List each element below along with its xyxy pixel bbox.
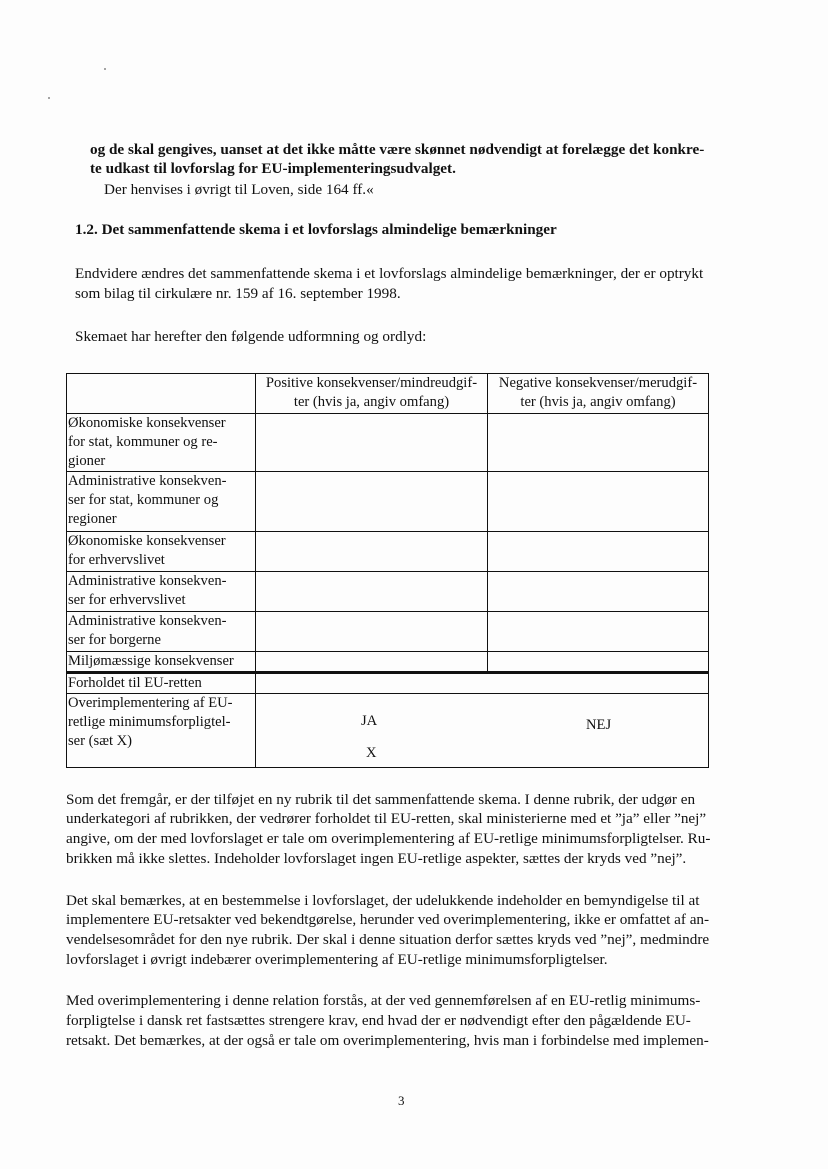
table-cell — [256, 472, 488, 532]
intro-line: te udkast til lovforslag for EU-implementeringsudvalget. — [90, 160, 456, 177]
consequence-table — [66, 373, 709, 768]
ja-nej-cell — [256, 694, 709, 768]
paragraph-line: vendelsesområdet for den nye rubrik. Der skal i denne situation derfor sættes kryds ved ”nej”, medmindre — [66, 931, 710, 948]
row-label-text: Administrative konsekven- — [68, 473, 227, 489]
paragraph-line: Skemaet har herefter den følgende udformning og ordlyd: — [75, 328, 427, 345]
paragraph-line: implementere EU-retsakter ved bekendtgørelse, herunder ved overimplementering, ikke er omfattet af an- — [66, 911, 710, 928]
paragraph-line: retsakt. Det bemærkes, at der også er tale om overimplementering, hvis man i forbindelse med implemen- — [66, 1032, 709, 1049]
table-cell — [256, 612, 488, 652]
page-number: 3 — [398, 1093, 405, 1108]
table-row — [67, 414, 709, 472]
scan-speck — [48, 97, 50, 99]
paragraph-line: angive, om der med lovforslaget er tale om overimplementering af EU-retlige minimumsforpligtelser. Ru- — [66, 830, 711, 847]
paragraph-line: Endvidere ændres det sammenfattende skema i et lovforslags almindelige bemærkninger, der er optrykt — [75, 265, 704, 282]
eu-row — [67, 673, 709, 694]
row-label-text: for stat, kommuner og re- — [68, 434, 218, 450]
row-label-text: gioner — [68, 453, 106, 469]
overimplementation-row — [67, 694, 709, 768]
header-text: Positive konsekvenser/mindreudgif- — [265, 375, 478, 391]
intro-line: og de skal gengives, uanset at det ikke måtte være skønnet nødvendigt at forelægge det konkre- — [90, 141, 705, 158]
row-label-text: Miljømæssige konsekvenser — [68, 653, 234, 669]
row-label-text: ser for borgerne — [68, 632, 161, 648]
row-label — [67, 472, 256, 532]
row-label — [67, 572, 256, 612]
table-cell — [488, 652, 709, 673]
row-label-text: Overimplementering af EU- — [68, 695, 233, 711]
table-header-empty — [67, 374, 256, 414]
nej-label: NEJ — [586, 717, 612, 733]
ja-mark: X — [366, 745, 377, 761]
row-label-text: for erhvervslivet — [68, 552, 165, 568]
row-label-text: Økonomiske konsekvenser — [68, 533, 226, 549]
paragraph-line: underkategori af rubrikken, der vedrører forholdet til EU-retten, skal ministerierne med et ”ja” eller ”nej” — [66, 810, 707, 827]
table-cell — [488, 532, 709, 572]
row-label-text: ser for erhvervslivet — [68, 592, 186, 608]
intro-line: Der henvises i øvrigt til Loven, side 164 ff.« — [104, 181, 374, 198]
table-row — [67, 532, 709, 572]
table-header-negative — [488, 374, 709, 414]
row-label-text: Administrative konsekven- — [68, 613, 227, 629]
row-label-text: retlige minimumsforpligtel- — [68, 714, 231, 730]
table-header-positive — [256, 374, 488, 414]
table-cell — [256, 532, 488, 572]
header-text: Negative konsekvenser/merudgif- — [498, 375, 698, 391]
table-row — [67, 472, 709, 532]
paragraph-line: Det skal bemærkes, at en bestemmelse i lovforslaget, der udelukkende indeholder en bemyndigelse til at — [66, 892, 700, 909]
row-label-text: ser (sæt X) — [68, 733, 133, 749]
table-row — [67, 612, 709, 652]
ja-label: JA — [361, 713, 378, 729]
row-label — [67, 414, 256, 472]
header-text: ter (hvis ja, angiv omfang) — [520, 394, 676, 410]
table-cell — [488, 414, 709, 472]
table-cell — [256, 414, 488, 472]
table-cell — [488, 572, 709, 612]
table-cell — [488, 612, 709, 652]
table-cell — [256, 572, 488, 612]
row-label-text: ser for stat, kommuner og — [68, 492, 219, 508]
table-row — [67, 652, 709, 673]
row-label — [67, 532, 256, 572]
paragraph-line: Med overimplementering i denne relation forstås, at der ved gennemførelsen af en EU-retlig minimums- — [66, 992, 701, 1009]
table-cell — [256, 652, 488, 673]
header-text: ter (hvis ja, angiv omfang) — [293, 394, 450, 410]
paragraph-line: lovforslaget i øvrigt indebærer overimplementering af EU-retlige minimumsforpligtelser. — [66, 951, 608, 968]
row-label — [67, 694, 256, 768]
eu-row-label: Forholdet til EU-retten — [67, 673, 256, 694]
table-cell — [256, 673, 709, 694]
table-cell — [488, 472, 709, 532]
paragraph-line: forpligtelse i dansk ret fastsættes strengere krav, end hvad der er nødvendigt efter den pågældende EU- — [66, 1012, 691, 1029]
paragraph-line: Som det fremgår, er der tilføjet en ny rubrik til det sammenfattende skema. I denne rubrik, der udgør en — [66, 791, 696, 808]
paragraph-line: som bilag til cirkulære nr. 159 af 16. september 1998. — [75, 285, 401, 302]
scan-speck — [104, 68, 106, 70]
table-header-row — [67, 374, 709, 414]
section-heading: 1.2. Det sammenfattende skema i et lovforslags almindelige bemærkninger — [75, 221, 557, 238]
row-label — [67, 612, 256, 652]
table-row — [67, 572, 709, 612]
row-label-text: Administrative konsekven- — [68, 573, 227, 589]
paragraph-line: brikken må ikke slettes. Indeholder lovforslaget ingen EU-retlige aspekter, sættes der kryds ved ”nej”. — [66, 850, 687, 867]
row-label-text: regioner — [68, 511, 117, 527]
row-label — [67, 652, 256, 673]
row-label-text: Økonomiske konsekvenser — [68, 415, 226, 431]
